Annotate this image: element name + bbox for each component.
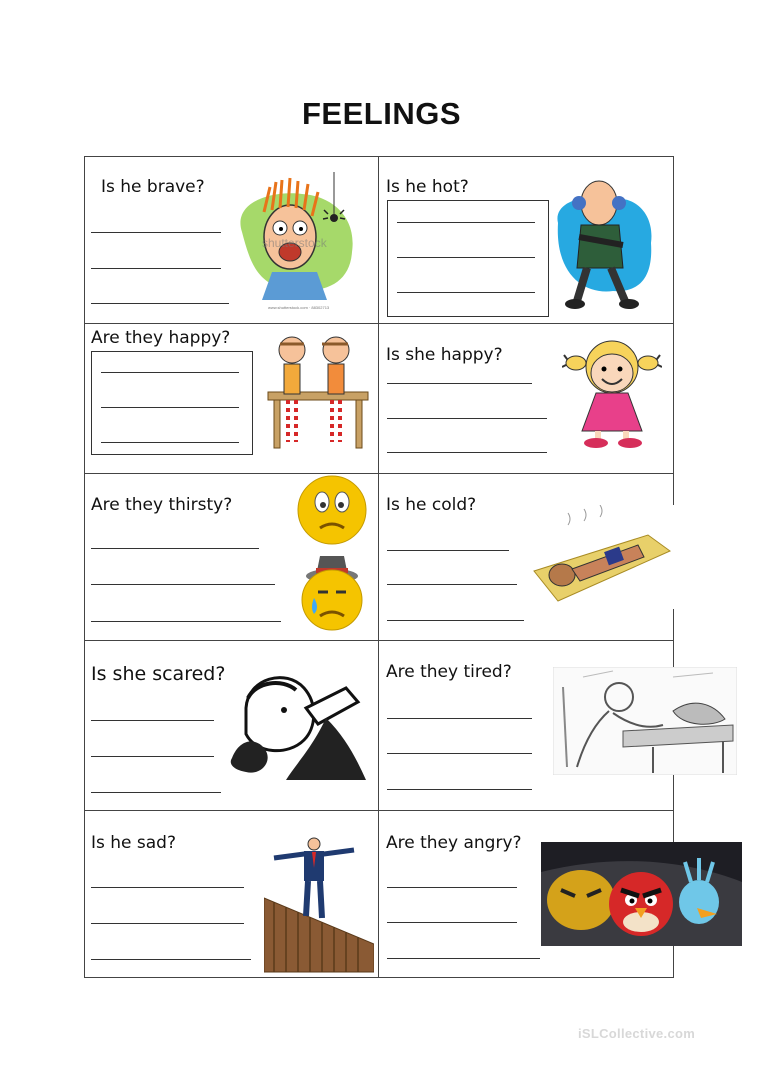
answer-line[interactable] [387, 789, 532, 790]
row-divider [84, 640, 674, 641]
row-divider [84, 323, 674, 324]
answer-line[interactable] [387, 753, 532, 754]
question-is-he-sad: Is he sad? [91, 833, 176, 853]
answer-line[interactable] [91, 756, 214, 757]
question-is-he-brave: Is he brave? [101, 177, 205, 197]
watermark-text: shutterstock [262, 236, 327, 250]
answer-line[interactable] [101, 442, 239, 443]
question-are-they-tired: Are they tired? [386, 662, 512, 682]
angry-birds-icon [541, 842, 742, 946]
answer-line[interactable] [91, 268, 221, 269]
man-balancing-on-fence-icon [264, 836, 374, 974]
answer-line[interactable] [91, 232, 221, 233]
image-credit: www.shutterstock.com · 88302713 [268, 305, 330, 310]
answer-line[interactable] [387, 452, 547, 453]
sleeping-at-desk-sketch-icon [553, 667, 737, 775]
answer-line[interactable] [397, 292, 535, 293]
answer-line[interactable] [91, 720, 214, 721]
answer-line[interactable] [387, 620, 524, 621]
two-kids-on-bench-icon [262, 330, 374, 452]
question-are-they-angry: Are they angry? [386, 833, 522, 853]
question-is-she-scared: Is she scared? [91, 663, 226, 685]
answer-line[interactable] [91, 303, 229, 304]
answer-line[interactable] [91, 887, 244, 888]
answer-line[interactable] [101, 407, 239, 408]
answer-line[interactable] [387, 922, 517, 923]
answer-line[interactable] [397, 257, 535, 258]
answer-box[interactable] [91, 351, 253, 455]
answer-line[interactable] [91, 548, 259, 549]
answer-line[interactable] [91, 959, 251, 960]
worried-and-crying-emoji-icon [292, 474, 372, 636]
question-are-they-happy: Are they happy? [91, 328, 231, 348]
question-is-he-cold: Is he cold? [386, 495, 477, 515]
answer-line[interactable] [91, 621, 281, 622]
question-is-she-happy: Is she happy? [386, 345, 503, 365]
question-are-they-thirsty: Are they thirsty? [91, 495, 233, 515]
answer-line[interactable] [387, 958, 540, 959]
page-title: FEELINGS [301, 96, 461, 131]
man-sunbathing-icon [528, 505, 676, 609]
answer-line[interactable] [387, 383, 532, 384]
answer-line[interactable] [387, 584, 517, 585]
answer-box[interactable] [387, 200, 549, 317]
answer-line[interactable] [387, 718, 532, 719]
answer-line[interactable] [387, 418, 547, 419]
row-divider [84, 810, 674, 811]
woman-drinking-icon [226, 668, 374, 784]
question-is-he-hot: Is he hot? [386, 177, 469, 197]
smiling-girl-icon [562, 333, 662, 451]
answer-line[interactable] [101, 372, 239, 373]
answer-line[interactable] [387, 887, 517, 888]
column-divider [378, 156, 379, 978]
footer-brand: iSLCollective.com [578, 1026, 696, 1041]
row-divider [84, 473, 674, 474]
answer-line[interactable] [91, 792, 221, 793]
cold-man-with-earmuffs-icon [553, 173, 655, 311]
answer-line[interactable] [387, 550, 509, 551]
answer-line[interactable] [91, 923, 244, 924]
answer-line[interactable] [397, 222, 535, 223]
answer-line[interactable] [91, 584, 275, 585]
